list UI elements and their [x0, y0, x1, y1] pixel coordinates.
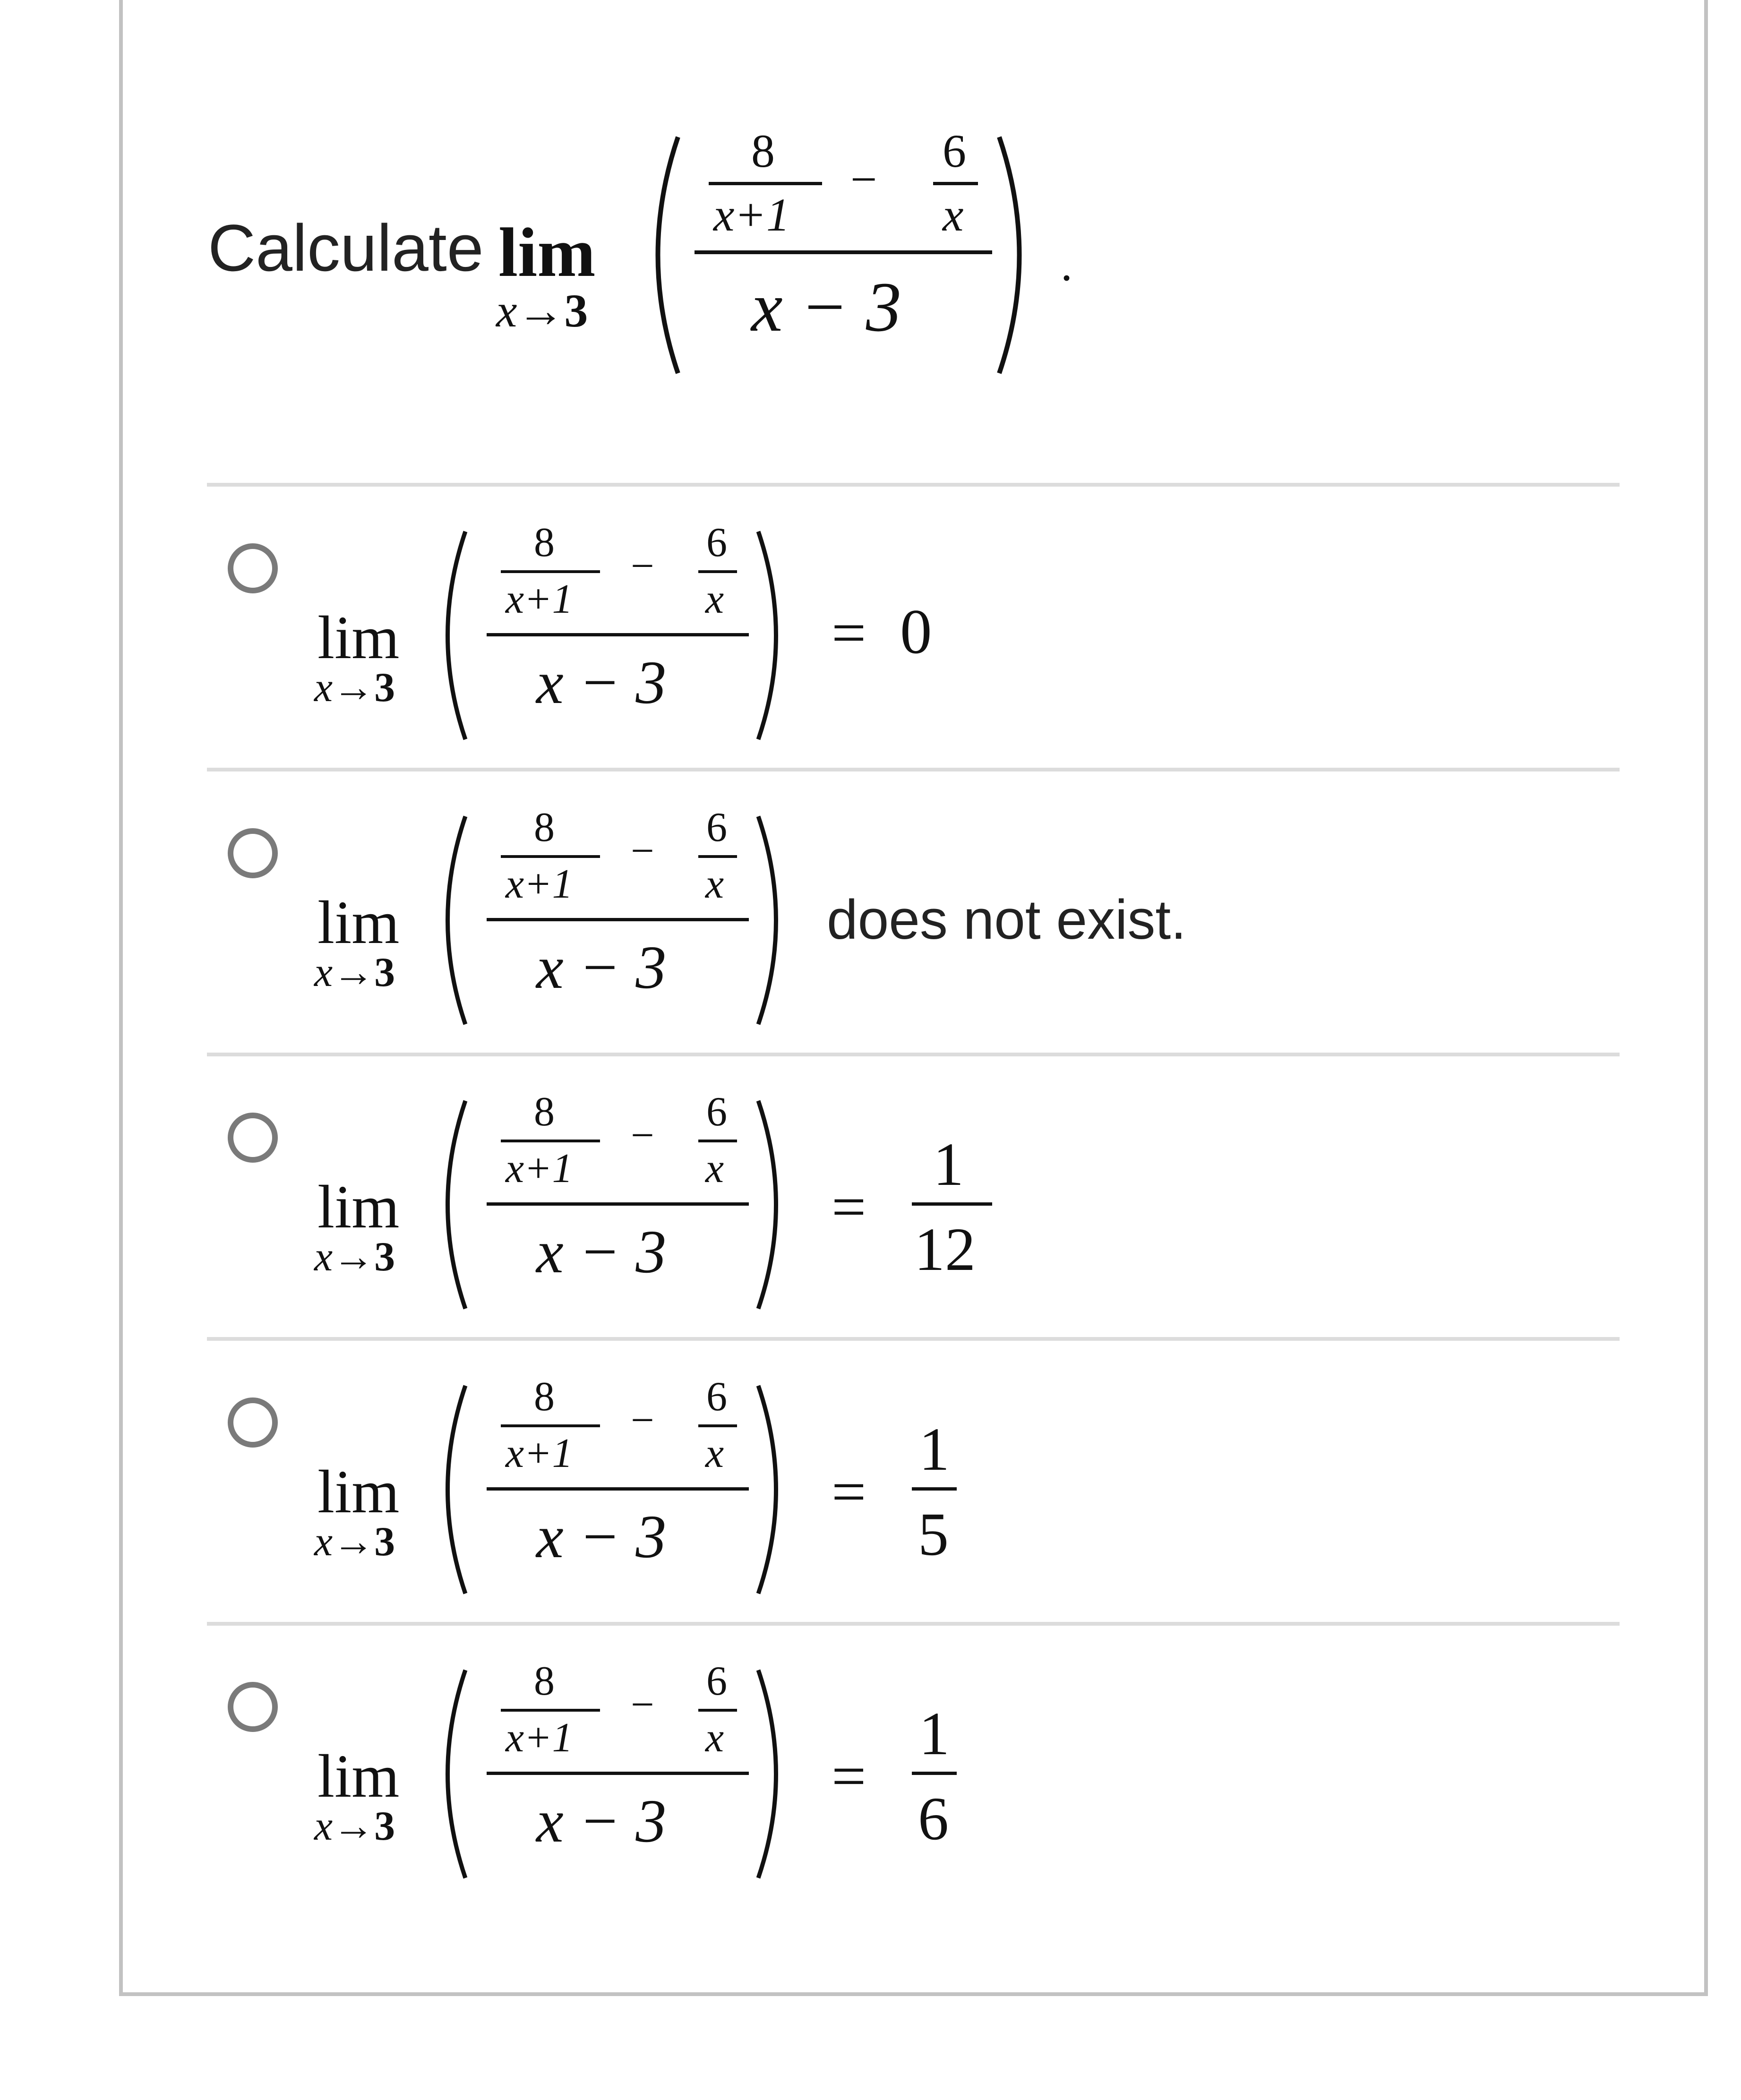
option-num-right-bottom: x	[705, 1146, 724, 1191]
option-main-bar	[487, 633, 749, 636]
option-denominator: x − 3	[536, 1503, 667, 1571]
option-num-right-bottom: x	[705, 1431, 724, 1476]
option-result-numerator: 1	[919, 1700, 950, 1768]
option-num-right-bar	[698, 1140, 737, 1142]
separator	[207, 768, 1620, 771]
num-right-bar	[933, 182, 978, 185]
num-right-bottom: x	[943, 189, 964, 241]
option-lim-word: lim	[317, 1173, 400, 1241]
option-num-right-bar	[698, 570, 737, 573]
option-main-bar	[487, 1772, 749, 1775]
option-num-minus: −	[631, 1113, 654, 1158]
separator	[207, 483, 1620, 487]
option-equals: =	[832, 599, 866, 667]
option-num-left-top: 8	[534, 1658, 555, 1704]
option-num-left-bottom: x+1	[506, 861, 573, 907]
option-right-paren	[751, 1381, 798, 1598]
main-fraction-bar	[695, 250, 992, 254]
option-num-left-bar	[501, 855, 600, 858]
option-lim-subscript: x→3	[314, 1234, 395, 1280]
option-num-right-bar	[698, 855, 737, 858]
separator	[207, 1053, 1620, 1056]
option-left-paren	[425, 527, 472, 744]
option-num-left-bar	[501, 1709, 600, 1712]
option-right-paren	[751, 1665, 798, 1883]
radio-button[interactable]	[228, 828, 278, 878]
option-denominator: x − 3	[536, 1218, 667, 1286]
radio-button[interactable]	[228, 543, 278, 593]
period: .	[1061, 238, 1072, 291]
option-left-paren	[425, 1381, 472, 1598]
option-result-bar	[912, 1772, 957, 1775]
option-result-denominator: 6	[918, 1785, 949, 1853]
option-right-paren	[751, 812, 798, 1029]
option-result-value: 0	[900, 597, 932, 667]
option-main-bar	[487, 1202, 749, 1206]
option-num-right-top: 6	[706, 1089, 727, 1135]
option-num-left-bottom: x+1	[506, 1431, 573, 1476]
option-num-right-top: 6	[706, 805, 727, 850]
option-num-right-top: 6	[706, 520, 727, 566]
option-num-left-top: 8	[534, 805, 555, 850]
option-num-left-top: 8	[534, 1374, 555, 1420]
option-lim-subscript: x→3	[314, 665, 395, 711]
num-left-bar	[709, 182, 822, 185]
option-num-right-bar	[698, 1424, 737, 1427]
option-left-paren	[425, 1665, 472, 1883]
option-equals: =	[832, 1173, 866, 1241]
option-num-left-bar	[501, 1140, 600, 1142]
option-denominator: x − 3	[536, 1787, 667, 1855]
option-lim-subscript: x→3	[314, 950, 395, 995]
option-result-denominator: 12	[914, 1216, 976, 1284]
option-result-numerator: 1	[933, 1131, 964, 1199]
option-lim-word: lim	[317, 1458, 400, 1526]
left-paren	[633, 132, 685, 378]
option-num-right-top: 6	[706, 1374, 727, 1420]
option-num-left-bottom: x+1	[506, 576, 573, 622]
radio-button[interactable]	[228, 1113, 278, 1163]
num-left-top: 8	[751, 125, 775, 177]
option-right-paren	[751, 1096, 798, 1313]
option-num-minus: −	[631, 828, 654, 874]
option-denominator: x − 3	[536, 934, 667, 1002]
option-num-minus: −	[631, 1682, 654, 1728]
option-num-minus: −	[631, 1397, 654, 1443]
separator	[207, 1622, 1620, 1626]
option-num-left-bottom: x+1	[506, 1715, 573, 1761]
option-num-right-bar	[698, 1709, 737, 1712]
separator	[207, 1337, 1620, 1341]
option-num-right-bottom: x	[705, 576, 724, 622]
question-card	[119, 0, 1708, 1996]
radio-button[interactable]	[228, 1682, 278, 1732]
option-result-text: does not exist.	[827, 889, 1186, 951]
option-num-left-bar	[501, 1424, 600, 1427]
option-equals: =	[832, 1458, 866, 1526]
option-main-bar	[487, 918, 749, 921]
option-num-minus: −	[631, 543, 654, 589]
option-equals: =	[832, 1742, 866, 1810]
option-num-right-top: 6	[706, 1658, 727, 1704]
option-lim-word: lim	[317, 604, 400, 672]
num-minus: −	[850, 153, 877, 206]
lim-subscript: x→3	[496, 284, 588, 337]
option-num-left-top: 8	[534, 520, 555, 566]
option-lim-word: lim	[317, 1742, 400, 1810]
radio-button[interactable]	[228, 1397, 278, 1448]
denominator: x − 3	[751, 268, 901, 346]
question-prompt: Calculate	[208, 211, 484, 285]
option-lim-subscript: x→3	[314, 1803, 395, 1849]
num-right-top: 6	[943, 125, 966, 177]
option-num-right-bottom: x	[705, 861, 724, 907]
option-result-bar	[912, 1202, 992, 1206]
option-right-paren	[751, 527, 798, 744]
right-paren	[992, 132, 1044, 378]
option-lim-word: lim	[317, 889, 400, 957]
option-result-denominator: 5	[918, 1500, 949, 1569]
option-lim-subscript: x→3	[314, 1519, 395, 1565]
num-left-bottom: x+1	[713, 189, 790, 241]
option-num-right-bottom: x	[705, 1715, 724, 1761]
option-num-left-top: 8	[534, 1089, 555, 1135]
option-result-bar	[912, 1487, 957, 1491]
option-num-left-bottom: x+1	[506, 1146, 573, 1191]
option-main-bar	[487, 1487, 749, 1491]
option-left-paren	[425, 812, 472, 1029]
option-result-numerator: 1	[919, 1415, 950, 1483]
lim-word: lim	[498, 214, 596, 291]
option-left-paren	[425, 1096, 472, 1313]
option-denominator: x − 3	[536, 649, 667, 717]
option-num-left-bar	[501, 570, 600, 573]
